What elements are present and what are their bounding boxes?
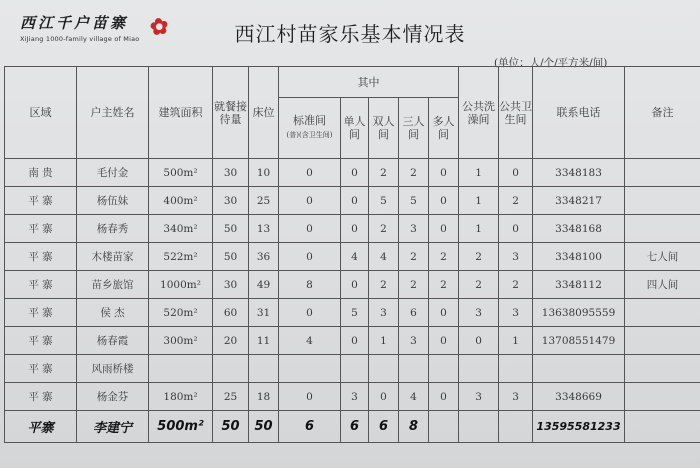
cell-area: 520m²	[149, 299, 213, 327]
header-triple: 三人间	[399, 98, 429, 159]
cell-double: 2	[369, 271, 399, 299]
cell-owner: 毛付金	[77, 159, 149, 187]
cell-triple: 5	[399, 187, 429, 215]
cell-standard: 6	[279, 411, 341, 443]
cell-remarks	[625, 411, 700, 443]
info-table	[4, 66, 700, 443]
cell-standard: 0	[279, 243, 341, 271]
cell-triple: 3	[399, 327, 429, 355]
logo-red-mark-icon: ✿	[148, 12, 171, 42]
cell-multi: 0	[429, 215, 459, 243]
cell-triple: 3	[399, 215, 429, 243]
table-row	[5, 187, 700, 215]
logo-subtitle: XiJiang 1000-family village of Miao	[20, 35, 140, 43]
cell-owner: 木楼苗家	[77, 243, 149, 271]
cell-bath: 3	[459, 299, 499, 327]
cell-dining: 50	[213, 243, 249, 271]
cell-remarks	[625, 299, 700, 327]
cell-single: 0	[341, 187, 369, 215]
cell-multi: 2	[429, 271, 459, 299]
cell-area: 500m²	[149, 411, 213, 443]
cell-triple: 6	[399, 299, 429, 327]
header-standard-note: (普)(含卫生间)	[286, 131, 333, 139]
cell-dining: 30	[213, 271, 249, 299]
cell-region: 平 寨	[5, 355, 77, 383]
cell-standard: 0	[279, 159, 341, 187]
cell-region: 平 寨	[5, 383, 77, 411]
header-multi: 多人间	[429, 98, 459, 159]
cell-single: 0	[341, 215, 369, 243]
cell-multi: 0	[429, 327, 459, 355]
cell-double: 5	[369, 187, 399, 215]
header-phone: 联系电话	[533, 67, 625, 159]
cell-bath: 3	[459, 383, 499, 411]
cell-beds: 25	[249, 187, 279, 215]
cell-remarks	[625, 187, 700, 215]
cell-wc: 3	[499, 383, 533, 411]
cell-phone	[533, 355, 625, 383]
cell-remarks	[625, 215, 700, 243]
cell-owner: 李建宁	[77, 411, 149, 443]
cell-area: 1000m²	[149, 271, 213, 299]
cell-double	[369, 355, 399, 383]
cell-bath	[459, 355, 499, 383]
cell-multi	[429, 355, 459, 383]
cell-double: 1	[369, 327, 399, 355]
table-row	[5, 243, 700, 271]
cell-remarks	[625, 327, 700, 355]
cell-beds: 13	[249, 215, 279, 243]
cell-dining	[213, 355, 249, 383]
cell-dining: 30	[213, 159, 249, 187]
cell-multi: 0	[429, 159, 459, 187]
cell-double: 2	[369, 159, 399, 187]
header-double: 双人间	[369, 98, 399, 159]
cell-beds: 36	[249, 243, 279, 271]
cell-double: 4	[369, 243, 399, 271]
cell-wc: 0	[499, 215, 533, 243]
cell-standard: 0	[279, 187, 341, 215]
cell-phone: 13708551479	[533, 327, 625, 355]
table-row	[5, 299, 700, 327]
cell-region: 南 贵	[5, 159, 77, 187]
table-row	[5, 215, 700, 243]
cell-beds: 10	[249, 159, 279, 187]
header-standard-label: 标准间	[293, 114, 326, 127]
cell-area: 300m²	[149, 327, 213, 355]
cell-standard: 4	[279, 327, 341, 355]
cell-multi	[429, 411, 459, 443]
logo-script: 西江千户苗寨	[20, 14, 129, 32]
cell-single: 4	[341, 243, 369, 271]
cell-triple	[399, 355, 429, 383]
cell-multi: 2	[429, 243, 459, 271]
cell-wc: 3	[499, 299, 533, 327]
cell-double: 3	[369, 299, 399, 327]
cell-beds	[249, 355, 279, 383]
cell-double: 0	[369, 383, 399, 411]
cell-phone: 3348183	[533, 159, 625, 187]
cell-remarks: 七人间	[625, 243, 700, 271]
cell-region: 平寨	[5, 411, 77, 443]
cell-owner: 风雨桥楼	[77, 355, 149, 383]
cell-multi: 0	[429, 299, 459, 327]
cell-standard: 0	[279, 299, 341, 327]
unit-note: (单位：人/个/平方米/间)	[494, 57, 608, 69]
table-row	[5, 271, 700, 299]
cell-owner: 杨春霞	[77, 327, 149, 355]
header-row-1	[5, 67, 700, 98]
header-of-which: 其中	[279, 67, 459, 98]
header-region: 区域	[5, 67, 77, 159]
cell-region: 平 寨	[5, 215, 77, 243]
cell-double: 2	[369, 215, 399, 243]
cell-area	[149, 355, 213, 383]
cell-area: 340m²	[149, 215, 213, 243]
cell-standard: 8	[279, 271, 341, 299]
cell-triple: 2	[399, 243, 429, 271]
table-row	[5, 355, 700, 383]
cell-dining: 50	[213, 215, 249, 243]
table-row	[5, 159, 700, 187]
cell-bath: 1	[459, 159, 499, 187]
cell-owner: 杨伍妹	[77, 187, 149, 215]
header-standard	[279, 98, 341, 159]
cell-single: 0	[341, 327, 369, 355]
cell-standard	[279, 355, 341, 383]
cell-wc: 2	[499, 187, 533, 215]
cell-multi: 0	[429, 383, 459, 411]
cell-single: 3	[341, 383, 369, 411]
cell-bath	[459, 411, 499, 443]
cell-bath: 0	[459, 327, 499, 355]
cell-wc: 0	[499, 159, 533, 187]
header-single: 单人间	[341, 98, 369, 159]
cell-beds: 50	[249, 411, 279, 443]
cell-owner: 苗乡旅馆	[77, 271, 149, 299]
cell-single: 0	[341, 159, 369, 187]
cell-owner: 侯 杰	[77, 299, 149, 327]
table-row-handwritten	[5, 411, 700, 443]
cell-phone: 3348112	[533, 271, 625, 299]
cell-standard: 0	[279, 215, 341, 243]
cell-phone: 13595581233	[533, 411, 625, 443]
cell-area: 180m²	[149, 383, 213, 411]
cell-wc	[499, 411, 533, 443]
page-title: 西江村苗家乐基本情况表	[234, 22, 466, 46]
cell-bath: 2	[459, 271, 499, 299]
cell-beds: 31	[249, 299, 279, 327]
cell-remarks	[625, 355, 700, 383]
cell-triple: 4	[399, 383, 429, 411]
cell-phone: 13638095559	[533, 299, 625, 327]
header-shared-wc: 公共卫生间	[499, 67, 533, 159]
table-row	[5, 383, 700, 411]
cell-beds: 11	[249, 327, 279, 355]
cell-area: 522m²	[149, 243, 213, 271]
cell-dining: 60	[213, 299, 249, 327]
cell-region: 平 寨	[5, 327, 77, 355]
cell-area: 400m²	[149, 187, 213, 215]
cell-region: 平 寨	[5, 243, 77, 271]
cell-single: 6	[341, 411, 369, 443]
cell-wc: 1	[499, 327, 533, 355]
cell-bath: 1	[459, 187, 499, 215]
cell-remarks	[625, 159, 700, 187]
cell-triple: 2	[399, 159, 429, 187]
cell-double: 6	[369, 411, 399, 443]
cell-single	[341, 355, 369, 383]
header-dining: 就餐接待量	[213, 67, 249, 159]
cell-phone: 3348168	[533, 215, 625, 243]
cell-dining: 20	[213, 327, 249, 355]
cell-owner: 杨金芬	[77, 383, 149, 411]
cell-wc: 3	[499, 243, 533, 271]
cell-phone: 3348669	[533, 383, 625, 411]
cell-wc	[499, 355, 533, 383]
cell-dining: 25	[213, 383, 249, 411]
cell-single: 5	[341, 299, 369, 327]
cell-bath: 1	[459, 215, 499, 243]
header-owner: 户主姓名	[77, 67, 149, 159]
cell-single: 0	[341, 271, 369, 299]
header-shared-bath: 公共洗澡间	[459, 67, 499, 159]
cell-wc: 2	[499, 271, 533, 299]
header-beds: 床位	[249, 67, 279, 159]
header-area: 建筑面积	[149, 67, 213, 159]
cell-beds: 18	[249, 383, 279, 411]
cell-phone: 3348217	[533, 187, 625, 215]
cell-owner: 杨春秀	[77, 215, 149, 243]
table-row	[5, 327, 700, 355]
cell-region: 平 寨	[5, 299, 77, 327]
header-remarks: 备注	[625, 67, 700, 159]
cell-remarks: 四人间	[625, 271, 700, 299]
cell-multi: 0	[429, 187, 459, 215]
cell-phone: 3348100	[533, 243, 625, 271]
cell-triple: 8	[399, 411, 429, 443]
cell-region: 平 寨	[5, 187, 77, 215]
cell-dining: 50	[213, 411, 249, 443]
cell-region: 平 寨	[5, 271, 77, 299]
cell-dining: 30	[213, 187, 249, 215]
cell-standard: 0	[279, 383, 341, 411]
cell-beds: 49	[249, 271, 279, 299]
cell-remarks	[625, 383, 700, 411]
cell-bath: 2	[459, 243, 499, 271]
cell-triple: 2	[399, 271, 429, 299]
cell-area: 500m²	[149, 159, 213, 187]
